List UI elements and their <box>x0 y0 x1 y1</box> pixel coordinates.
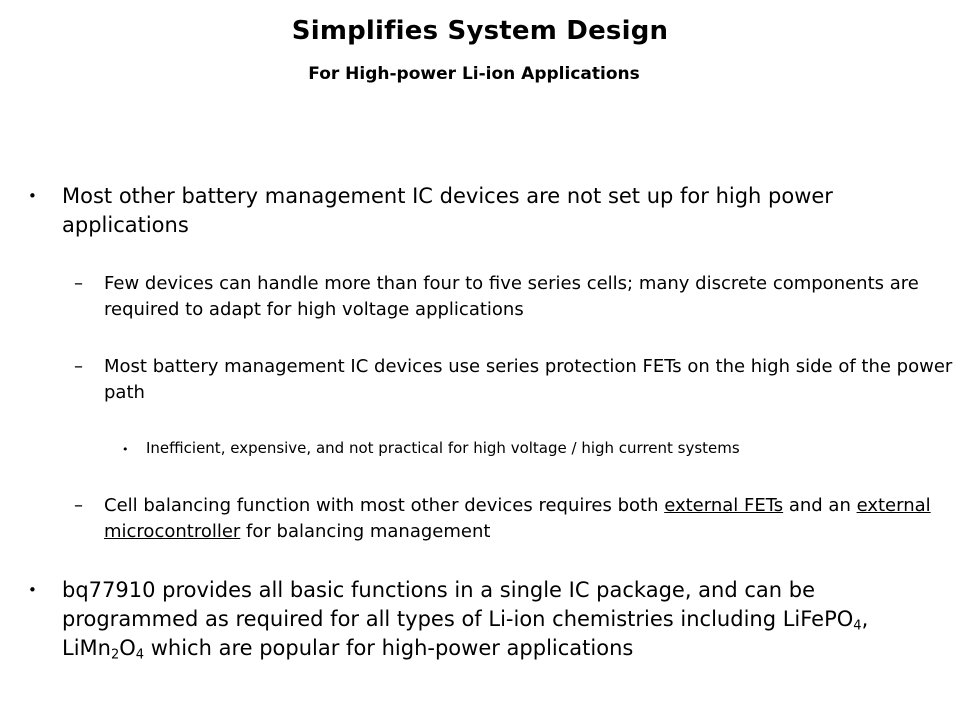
external-microcontroller-link[interactable]: external microcontroller <box>104 495 931 542</box>
subscript: 2 <box>110 647 120 663</box>
bullet-dot-icon: • <box>28 581 37 599</box>
subscript: 4 <box>135 647 145 663</box>
subscript: 4 <box>853 618 862 634</box>
bullet-text: Inefficient, expensive, and not practical for high voltage / high current systems <box>146 439 740 457</box>
bullet-dash-icon: – <box>74 356 83 377</box>
bullet-dot-icon: • <box>28 187 37 205</box>
bullet-text-part: bq77910 provides all basic functions in a single IC package, and can be programmed as required for all types of Li-ion chemistries including LiFePO <box>62 578 854 631</box>
external-fets-link[interactable]: external FETs <box>664 495 784 516</box>
bullet-text: Most battery management IC devices use series protection FETs on the high side of the power path <box>104 356 953 403</box>
bullet-text <box>62 576 942 663</box>
slide-subtitle: For High-power Li-ion Applications <box>308 64 640 84</box>
bullet-text-part: Cell balancing function with most other devices requires both <box>104 495 665 516</box>
slide-title: Simplifies System Design <box>291 16 669 46</box>
bullet-text-part: and an <box>783 495 857 516</box>
bullet-dash-icon: – <box>74 273 83 294</box>
bullet-text <box>104 493 954 545</box>
bullet-text-part: for balancing management <box>240 521 491 542</box>
bullet-text: Most other battery management IC devices are not set up for high power applications <box>62 184 833 237</box>
bullet-text-part: which are popular for high-power applications <box>144 636 634 660</box>
bullet-text-part: O <box>119 636 136 660</box>
bullet-dash-icon: – <box>74 495 83 516</box>
bullet-text: Few devices can handle more than four to five series cells; many discrete components are required to adapt for high voltage applications <box>104 273 919 320</box>
bullet-dot-icon: • <box>122 443 129 456</box>
bullet-text-part: , LiMn <box>62 607 869 660</box>
